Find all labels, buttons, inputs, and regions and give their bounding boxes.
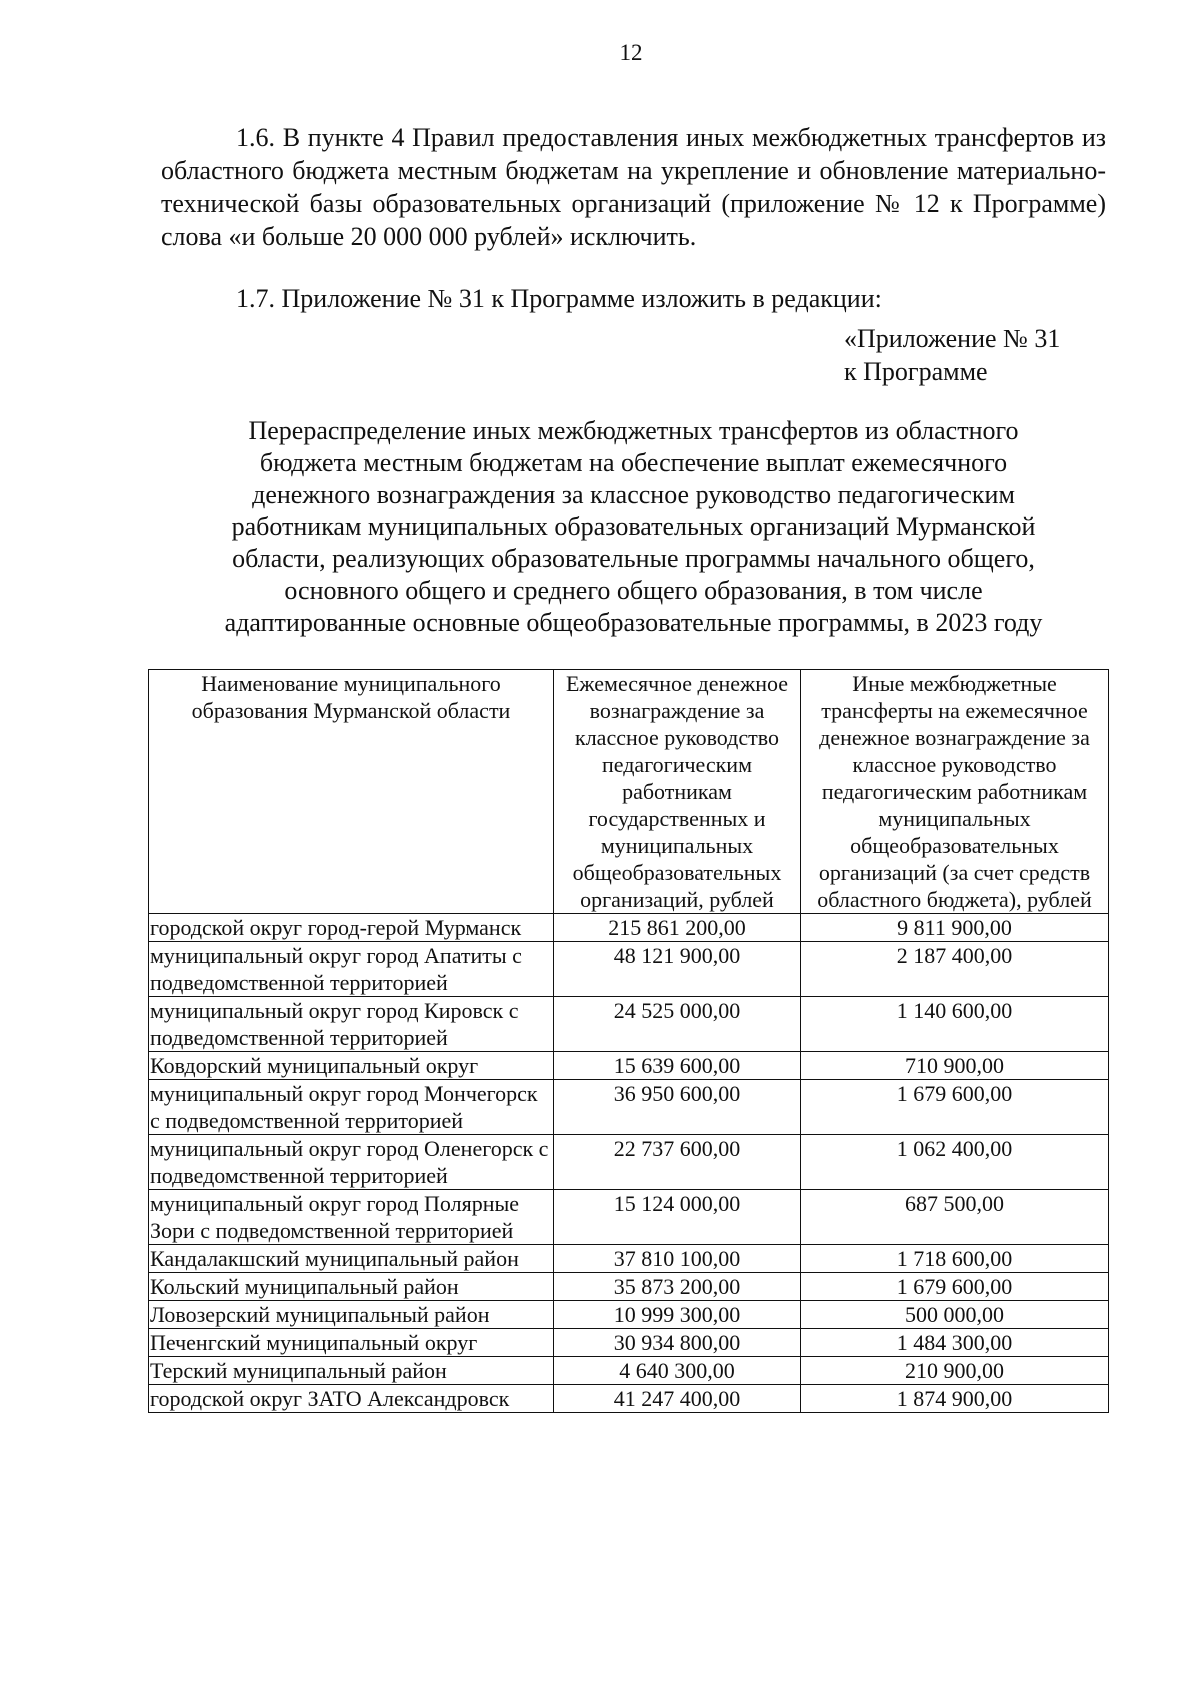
regional-transfer-cell: 1 718 600,00 — [801, 1245, 1109, 1273]
municipality-cell: городской округ ЗАТО Александровск — [149, 1385, 554, 1413]
table-row — [149, 1135, 1109, 1190]
title-line: работникам муниципальных образовательных организаций Мурманской — [231, 512, 1036, 541]
paragraph-1-6: 1.6. В пункте 4 Правил предоставления иных межбюджетных трансфертов из областного бюджета местным бюджетам на укрепление и обновление материально-технической базы образовательных организаций (приложение № 12 к Программе) слова «и больше 20 000 000 рублей» исключить. — [161, 123, 1106, 251]
monthly-reward-cell: 15 124 000,00 — [554, 1190, 801, 1245]
regional-transfer-cell: 210 900,00 — [801, 1357, 1109, 1385]
header-regional-transfers: Иные межбюджетные трансферты на ежемесячное денежное вознаграждение за классное руководство педагогическим работникам муниципальных общеобразовательных организаций (за счет средств областного бюджета), рублей — [801, 670, 1109, 914]
regional-transfer-cell: 1 484 300,00 — [801, 1329, 1109, 1357]
table-row — [149, 1273, 1109, 1301]
annex-line: «Приложение № 31 — [844, 324, 1061, 353]
regional-transfer-cell: 1 140 600,00 — [801, 997, 1109, 1052]
title-line: адаптированные основные общеобразовательные программы, в 2023 году — [224, 608, 1043, 637]
monthly-reward-cell: 4 640 300,00 — [554, 1357, 801, 1385]
municipality-cell: Печенгский муниципальный округ — [149, 1329, 554, 1357]
regional-transfer-cell: 500 000,00 — [801, 1301, 1109, 1329]
table-row — [149, 942, 1109, 997]
title-line: Перераспределение иных межбюджетных трансфертов из областного — [248, 416, 1019, 445]
header-monthly-reward: Ежемесячное денежное вознаграждение за классное руководство педагогическим работникам государственных и муниципальных общеобразовательных организаций, рублей — [554, 670, 801, 914]
table-row — [149, 997, 1109, 1052]
regional-transfer-cell: 1 679 600,00 — [801, 1273, 1109, 1301]
monthly-reward-cell: 10 999 300,00 — [554, 1301, 801, 1329]
municipality-cell: муниципальный округ город Оленегорск с подведомственной территорией — [149, 1135, 554, 1190]
table-row — [149, 1357, 1109, 1385]
monthly-reward-cell: 36 950 600,00 — [554, 1080, 801, 1135]
regional-transfer-cell: 1 062 400,00 — [801, 1135, 1109, 1190]
table-row — [149, 1329, 1109, 1357]
table-row — [149, 1052, 1109, 1080]
municipality-cell: Ловозерский муниципальный район — [149, 1301, 554, 1329]
regional-transfer-cell: 1 874 900,00 — [801, 1385, 1109, 1413]
monthly-reward-cell: 15 639 600,00 — [554, 1052, 801, 1080]
municipality-cell: Кольский муниципальный район — [149, 1273, 554, 1301]
municipality-cell: муниципальный округ город Кировск с подведомственной территорией — [149, 997, 554, 1052]
table-row — [149, 914, 1109, 942]
municipality-cell: Терский муниципальный район — [149, 1357, 554, 1385]
monthly-reward-cell: 41 247 400,00 — [554, 1385, 801, 1413]
title-line: области, реализующих образовательные программы начального общего, — [232, 544, 1035, 573]
monthly-reward-cell: 48 121 900,00 — [554, 942, 801, 997]
transfers-table — [148, 669, 1109, 1413]
title-line: бюджета местным бюджетам на обеспечение выплат ежемесячного — [259, 448, 1008, 477]
table-row — [149, 1080, 1109, 1135]
annex-line: к Программе — [844, 357, 988, 386]
municipality-cell: городской округ город-герой Мурманск — [149, 914, 554, 942]
monthly-reward-cell: 24 525 000,00 — [554, 997, 801, 1052]
annex-reference — [844, 322, 1060, 388]
regional-transfer-cell: 687 500,00 — [801, 1190, 1109, 1245]
page-number: 12 — [619, 40, 643, 65]
table-row — [149, 1190, 1109, 1245]
table-row — [149, 1385, 1109, 1413]
monthly-reward-cell: 37 810 100,00 — [554, 1245, 801, 1273]
municipality-cell: муниципальный округ город Полярные Зори с подведомственной территорией — [149, 1190, 554, 1245]
regional-transfer-cell: 710 900,00 — [801, 1052, 1109, 1080]
monthly-reward-cell: 215 861 200,00 — [554, 914, 801, 942]
header-municipality: Наименование муниципального образования Мурманской области — [149, 670, 554, 914]
municipality-cell: Кандалакшский муниципальный район — [149, 1245, 554, 1273]
regional-transfer-cell: 2 187 400,00 — [801, 942, 1109, 997]
monthly-reward-cell: 22 737 600,00 — [554, 1135, 801, 1190]
monthly-reward-cell: 30 934 800,00 — [554, 1329, 801, 1357]
table-row — [149, 1245, 1109, 1273]
regional-transfer-cell: 9 811 900,00 — [801, 914, 1109, 942]
table-row — [149, 1301, 1109, 1329]
municipality-cell: муниципальный округ город Мончегорск с подведомственной территорией — [149, 1080, 554, 1135]
title-line: денежного вознаграждения за классное руководство педагогическим — [252, 480, 1015, 509]
table-header-row — [149, 670, 1109, 914]
title-line: основного общего и среднего общего образования, в том числе — [284, 576, 983, 605]
monthly-reward-cell: 35 873 200,00 — [554, 1273, 801, 1301]
document-title — [161, 415, 1106, 639]
municipality-cell: Ковдорский муниципальный округ — [149, 1052, 554, 1080]
municipality-cell: муниципальный округ город Апатиты с подведомственной территорией — [149, 942, 554, 997]
regional-transfer-cell: 1 679 600,00 — [801, 1080, 1109, 1135]
paragraph-1-7: 1.7. Приложение № 31 к Программе изложить в редакции: — [236, 284, 882, 313]
